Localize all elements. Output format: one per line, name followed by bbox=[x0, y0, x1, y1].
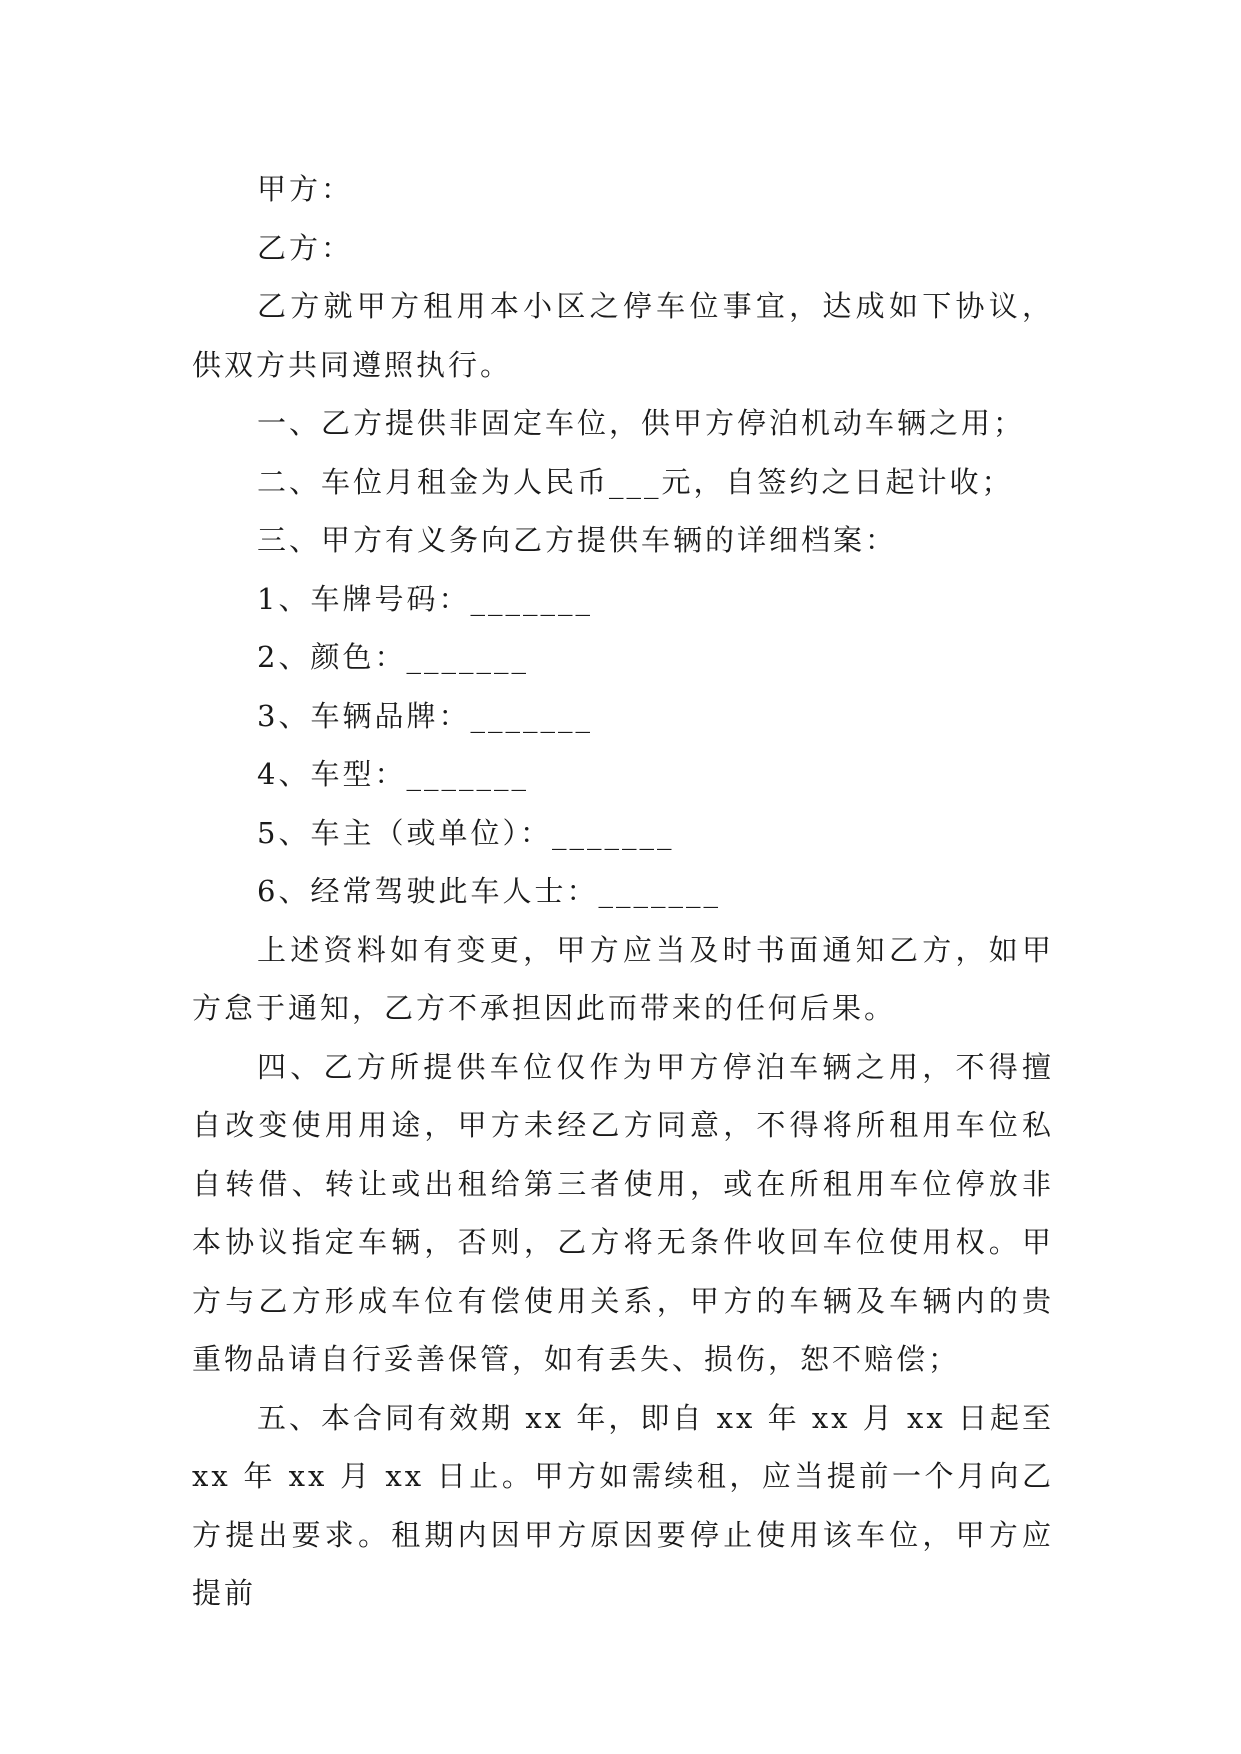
vehicle-field-driver: 6、经常驾驶此车人士：_______ bbox=[257, 874, 721, 908]
change-notice-paragraph: 上述资料如有变更，甲方应当及时书面通知乙方，如甲方怠于通知，乙方不承担因此而带来的任何后果。 bbox=[192, 932, 1054, 1025]
vehicle-field-color: 2、颜色：_______ bbox=[257, 640, 529, 674]
document-body bbox=[192, 160, 1054, 1623]
clause-5: 五、本合同有效期 xx 年，即自 xx 年 xx 月 xx 日起至 xx 年 xx 月 xx 日止。甲方如需续租，应当提前一个月向乙方提出要求。租期内因甲方原因要停止使用该车位，甲方应提前 bbox=[192, 1400, 1054, 1610]
party-b-line: 乙方： bbox=[257, 230, 354, 265]
vehicle-field-owner: 5、车主（或单位）：_______ bbox=[257, 815, 675, 850]
clause-1: 一、乙方提供非固定车位，供甲方停泊机动车辆之用； bbox=[257, 406, 1026, 440]
vehicle-field-brand: 3、车辆品牌：_______ bbox=[257, 698, 593, 733]
clause-3: 三、甲方有义务向乙方提供车辆的详细档案： bbox=[257, 523, 898, 557]
vehicle-field-model: 4、车型：_______ bbox=[257, 757, 529, 791]
party-a-line: 甲方： bbox=[257, 172, 354, 206]
vehicle-field-plate: 1、车牌号码：_______ bbox=[257, 581, 593, 616]
clause-2: 二、车位月租金为人民币___元，自签约之日起计收； bbox=[257, 464, 1014, 499]
preamble-paragraph: 乙方就甲方租用本小区之停车位事宜，达成如下协议，供双方共同遵照执行。 bbox=[192, 289, 1054, 382]
clause-4: 四、乙方所提供车位仅作为甲方停泊车辆之用，不得擅自改变使用用途，甲方未经乙方同意，不得将所租用车位私自转借、转让或出租给第三者使用，或在所租用车位停放非本协议指定车辆，否则，乙方将无条件收回车位使用权。甲方与乙方形成车位有偿使用关系，甲方的车辆及车辆内的贵重物品请自行妥善保管，如有丢失、损伤，恕不赔偿； bbox=[192, 1049, 1054, 1376]
